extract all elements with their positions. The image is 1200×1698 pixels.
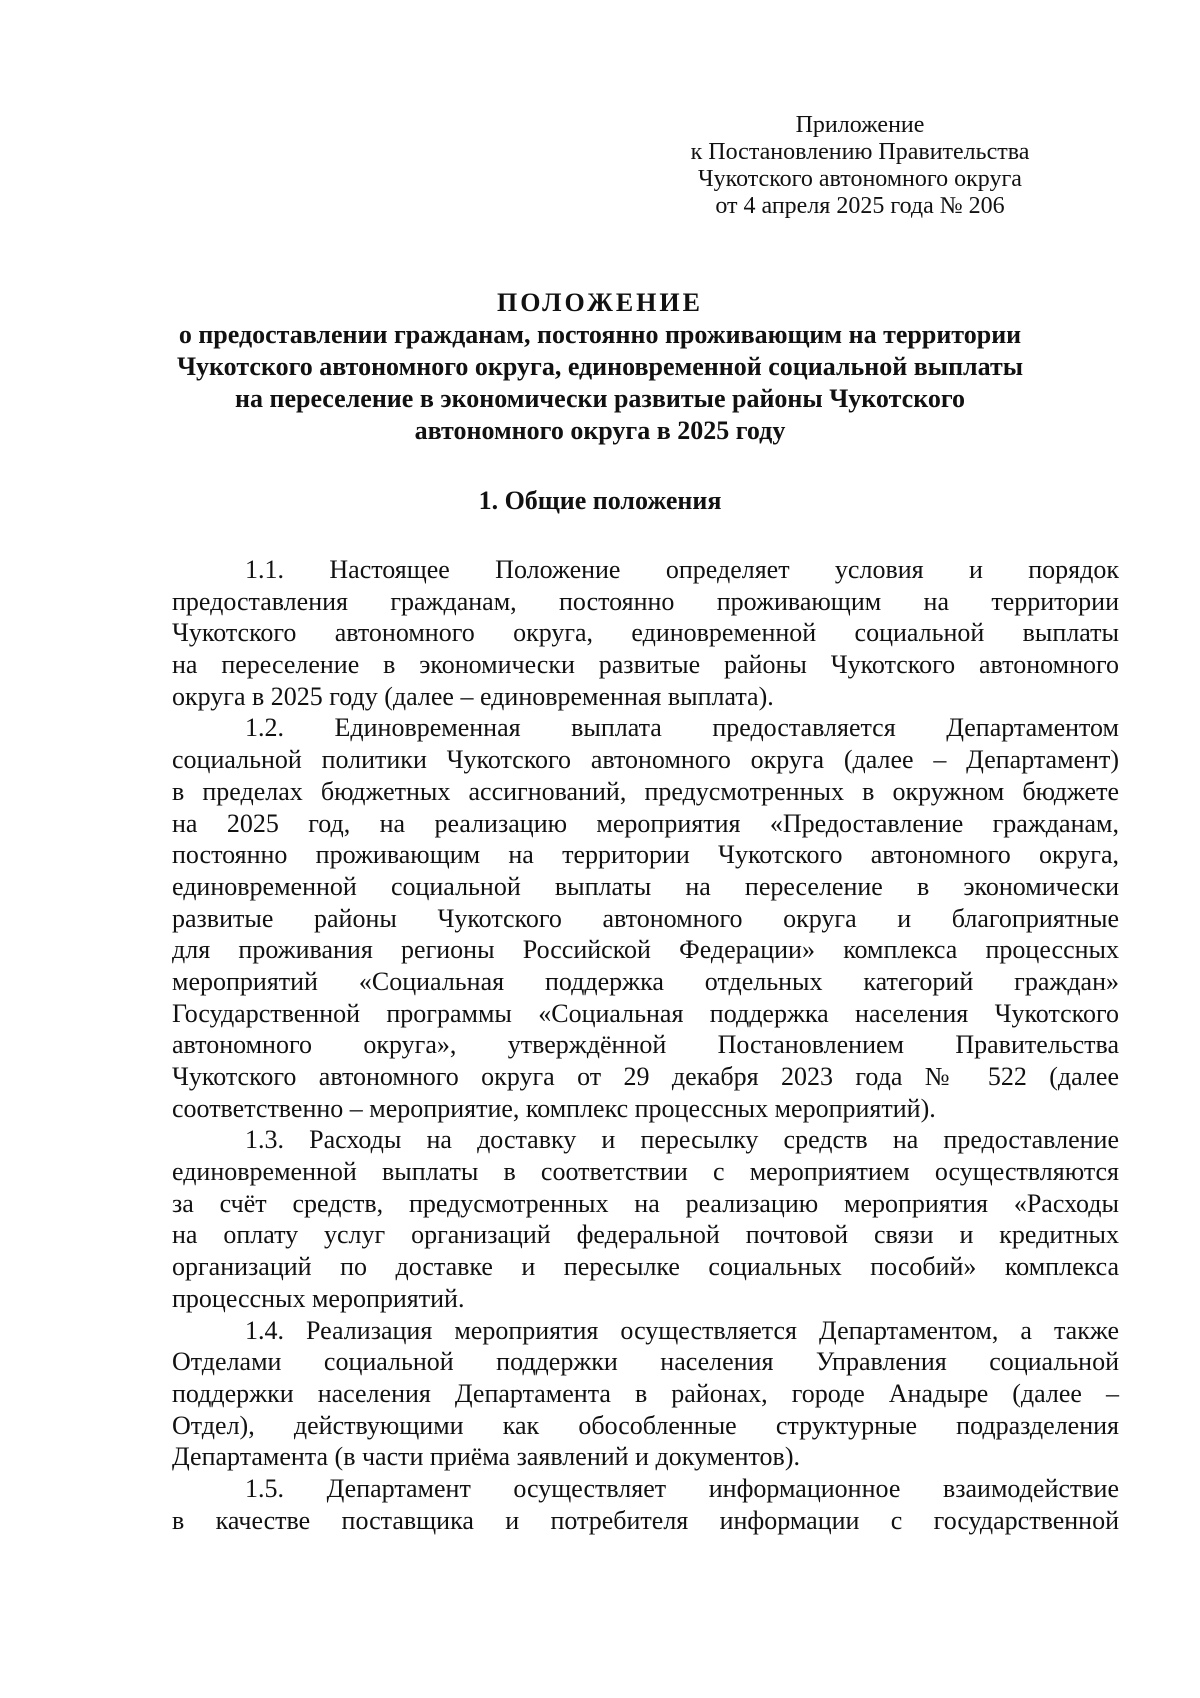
text-line: Чукотского автономного округа, единовременной социальной выплаты <box>172 618 1119 648</box>
text-line: Государственной программы «Социальная поддержка населения Чукотского <box>172 998 1119 1028</box>
title-line: Чукотского автономного округа, единовременной социальной выплаты <box>176 352 1024 381</box>
text-line: Чукотского автономного округа от 29 декабря 2023 года № 522 (далее <box>172 1062 1119 1091</box>
text-line: 1.2. Единовременная выплата предоставляется Департаментом <box>245 713 1119 743</box>
text-line: в пределах бюджетных ассигнований, предусмотренных в окружном бюджете <box>172 776 1119 806</box>
paragraph-1-1 <box>172 554 1119 712</box>
text-line: единовременной выплаты в соответствии с мероприятием осуществляются <box>172 1157 1119 1187</box>
text-line: для проживания регионы Российской Федерации» комплекса процессных <box>172 935 1119 965</box>
text-line: соответственно – мероприятие, комплекс процессных мероприятий). <box>172 1093 936 1123</box>
text-line: 1.5. Департамент осуществляет информационное взаимодействие <box>245 1473 1119 1503</box>
title-line: автономного округа в 2025 году <box>414 416 786 445</box>
text-line: поддержки населения Департамента в районах, городе Анадыре (далее – <box>172 1378 1119 1408</box>
appendix-line: Приложение <box>795 112 925 138</box>
appendix-line: от 4 апреля 2025 года № 206 <box>715 193 1005 219</box>
title-main: ПОЛОЖЕНИЕ <box>497 288 703 317</box>
body-text <box>172 554 1119 1536</box>
text-line: Отделами социальной поддержки населения Управления социальной <box>172 1347 1119 1377</box>
text-line: Отдел), действующими как обособленные структурные подразделения <box>172 1410 1119 1440</box>
text-line: на 2025 год, на реализацию мероприятия «Предоставление гражданам, <box>172 808 1119 838</box>
section-heading: 1. Общие положения <box>478 486 722 515</box>
text-line: округа в 2025 году (далее – единовременная выплата). <box>172 681 774 711</box>
paragraph-1-4 <box>172 1315 1119 1473</box>
text-line: 1.3. Расходы на доставку и пересылку средств на предоставление <box>245 1125 1119 1155</box>
text-line: мероприятий «Социальная поддержка отдельных категорий граждан» <box>172 966 1119 996</box>
paragraph-1-5 <box>172 1473 1119 1536</box>
text-line: организаций по доставке и пересылке социальных пособий» комплекса <box>172 1252 1119 1282</box>
text-line: Департамента (в части приёма заявлений и документов). <box>172 1442 800 1472</box>
text-line: 1.1. Настоящее Положение определяет условия и порядок <box>245 555 1119 584</box>
text-line: предоставления гражданам, постоянно проживающим на территории <box>172 586 1119 616</box>
appendix-block <box>660 112 1060 220</box>
text-line: процессных мероприятий. <box>172 1283 465 1313</box>
paragraph-1-3 <box>172 1124 1119 1314</box>
text-line: 1.4. Реализация мероприятия осуществляется Департаментом, а также <box>245 1315 1119 1345</box>
text-line: единовременной социальной выплаты на переселение в экономически <box>172 871 1119 901</box>
appendix-line: к Постановлению Правительства <box>690 139 1030 165</box>
document-title <box>100 287 1100 447</box>
text-line: развитые районы Чукотского автономного округа и благоприятные <box>172 903 1119 933</box>
text-line: социальной политики Чукотского автономного округа (далее – Департамент) <box>172 745 1119 775</box>
title-line: о предоставлении гражданам, постоянно проживающим на территории <box>178 320 1022 349</box>
text-line: постоянно проживающим на территории Чукотского автономного округа, <box>172 840 1119 870</box>
appendix-line: Чукотского автономного округа <box>698 166 1022 192</box>
title-line: на переселение в экономически развитые районы Чукотского <box>234 384 966 413</box>
text-line: в качестве поставщика и потребителя информации с государственной <box>172 1505 1119 1535</box>
text-line: автономного округа», утверждённой Постановлением Правительства <box>172 1030 1119 1060</box>
text-line: за счёт средств, предусмотренных на реализацию мероприятия «Расходы <box>172 1188 1119 1218</box>
text-line: на переселение в экономически развитые районы Чукотского автономного <box>172 650 1119 680</box>
paragraph-1-2 <box>172 712 1119 1124</box>
text-line: на оплату услуг организаций федеральной почтовой связи и кредитных <box>172 1220 1119 1250</box>
